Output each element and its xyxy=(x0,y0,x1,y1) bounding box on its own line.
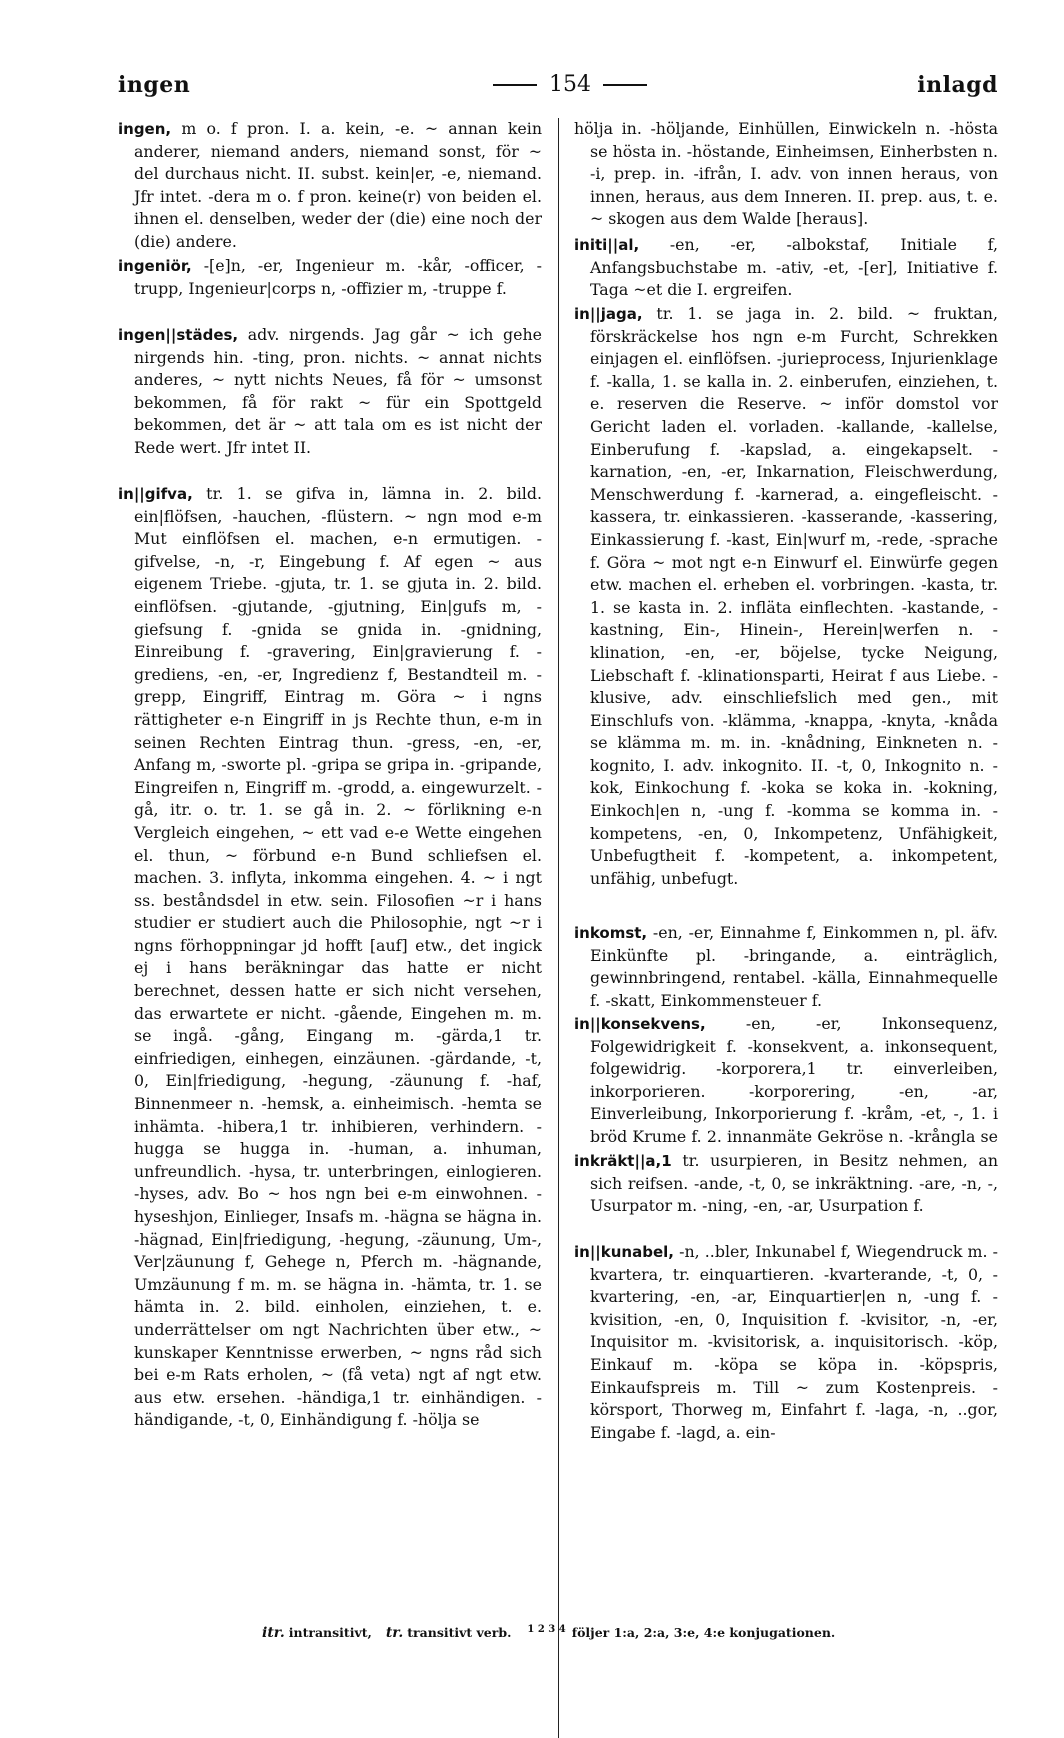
entry-headword: in||kunabel, xyxy=(574,1243,674,1261)
entry-text: -en, -er, Einnahme f, Einkommen n, pl. äfv. Einkünfte pl. -bringande, a. einträglich, gewinnbringend, rentabel. -källa, Einnahmequelle f. -skatt, Einkommensteuer f. xyxy=(590,923,998,1010)
footer-conj-marks: 1 2 3 4 xyxy=(527,1624,566,1635)
footer-abbr-itr: itr. xyxy=(262,1625,285,1642)
dictionary-entry xyxy=(118,483,542,1605)
entry-text: tr. 1. se jaga in. 2. bild. ~ fruktan, förskräckelse hos ngn e-m Furcht, Schrekken einjagen el. einflöfsen. -jurieprocess, Injurienklage f. -kalla, 1. se kalla in. 2. einberufen, einziehen, t. e. reserven die Reserve. ~ inför domstol vor Gericht laden el. vorladen. -kallande, -kallelse, Einberufung f. -kapslad, a. eingekapselt. -karnation, -en, -er, Inkarnation, Fleischwerdung, Menschwerdung f. -karnerad, a. eingefleischt. -kassera, tr. einkassieren. -kasserande, -kassering, Einkassierung f. -kast, Ein|wurf m, -rede, -sprache f. Göra ~ mot ngt e-n Einwurf el. Einwürfe gegen etw. machen el. erheben el. vorbringen. -kasta, tr. 1. se kasta in. 2. infläta einflechten. -kastande, -kastning, Ein-, Hinein-, Herein|werfen n. -klination, -en, -er, böjelse, tycke Neigung, Liebschaft f. -klinationsparti, Heirat f aus Liebe. -klusive, adv. einschliefslich med gen., mit Einschlufs von. -klämma, -knappa, -knyta, -knåda se klämma m. m. in. -knådning, Einkneten n. -kognito, I. adv. inkognito. II. -t, 0, Inkognito n. -kok, Einkochung f. -koka se koka in. -kokning, Einkoch|en n, -ung f. -komma se komma in. -kompetens, -en, 0, Inkompetenz, Unfähigkeit, Unbefugtheit f. -kompetent, a. inkompetent, unfähig, unbefugt. xyxy=(590,304,998,888)
dictionary-entry xyxy=(574,303,998,921)
entry-headword: in||gifva, xyxy=(118,485,193,503)
entry-headword: inkomst, xyxy=(574,924,648,942)
right-running-headword: inlagd xyxy=(917,72,998,98)
left-running-headword: ingen xyxy=(118,72,191,98)
entry-headword: ingen||städes, xyxy=(118,326,239,344)
entry-headword: in||konsekvens, xyxy=(574,1015,706,1033)
dictionary-entry xyxy=(574,234,998,302)
dictionary-entry xyxy=(574,1241,998,1533)
page-number: 154 xyxy=(549,72,591,97)
dictionary-entry xyxy=(118,255,542,323)
entry-headword: inkräkt||a,1 xyxy=(574,1152,672,1170)
right-column xyxy=(571,118,998,1730)
dash-right xyxy=(603,84,647,86)
column-divider xyxy=(558,118,559,1738)
entry-text: m o. f pron. I. a. kein, -e. ~ annan kein anderer, niemand anders, niemand sonst, för ~ del durchaus nicht. II. subst. kein|er, -e, niemand. Jfr intet. -dera m o. f pron. keine(r) von beiden el. ihnen el. denselben, weder der (die) eine noch der (die) andere. xyxy=(134,119,542,251)
footer-abbr-itr-text: intransitivt, xyxy=(288,1625,372,1641)
footer-abbr-tr-text: transitivt verb. xyxy=(407,1625,512,1641)
dictionary-entry xyxy=(574,118,998,233)
dictionary-entry xyxy=(118,324,542,482)
dictionary-entry xyxy=(574,922,998,1012)
dictionary-entry xyxy=(574,1150,998,1240)
entry-headword: initi||al, xyxy=(574,236,640,254)
page-number-wrapper xyxy=(480,72,660,97)
entry-headword: ingen, xyxy=(118,120,172,138)
entry-headword: in||jaga, xyxy=(574,305,643,323)
entry-text: hölja in. -höljande, Einhüllen, Einwickeln n. -hösta se hösta in. -höstande, Einheimsen, Einherbsten n. -i, prep. in. -ifrån, I. adv. von innen heraus, von innen, heraus, aus dem Inneren. II. prep. aus, t. e. ~ skogen aus dem Walde [heraus]. xyxy=(574,119,998,229)
page-footer xyxy=(262,1624,902,1646)
entry-text: adv. nirgends. Jag går ~ ich gehe nirgends hin. -ting, pron. nichts. ~ annat nichts anderes, ~ nytt nichts Neues, få för ~ umsonst bekommen, få för rakt ~ für ein Spottgeld bekommen, det är ~ att tala om es ist nicht der Rede wert. Jfr intet II. xyxy=(134,325,542,457)
entry-text: -en, -er, Inkonsequenz, Folgewidrigkeit f. -konsekvent, a. inkonsequent, folgewidrig. -korporera,1 tr. einverleiben, inkorporieren. -korporering, -en, -ar, Einverleibung, Inkorporierung f. -kråm, -et, -, 1. i bröd Krume f. 2. innanmäte Gekröse n. -krångla se xyxy=(590,1014,998,1146)
dictionary-entry xyxy=(118,118,542,254)
left-column xyxy=(118,118,542,1730)
entry-text: tr. 1. se gifva in, lämna in. 2. bild. ein|flöfsen, -hauchen, -flüstern. ~ ngn mod e-m Mut einflöfsen el. machen, e-n ermutigen. -gifvelse, -n, -r, Eingebung f. Af egen ~ aus eigenem Triebe. -gjuta, tr. 1. se gjuta in. 2. bild. einflöfsen. -gjutande, -gjutning, Ein|gufs m, -giefsung f. -gnida se gnida in. -gnidning, Einreibung f. -gravering, Ein|gravierung f. -grediens, -en, -er, Ingredienz f, Bestandteil m. -grepp, Eingriff, Eintrag m. Göra ~ i ngns rättigheter e-n Eingriff in js Rechte thun, e-m in seinen Rechten Eintrag thun. -gress, -en, -er, Anfang m, -sworte pl. -gripa se gripa in. -gripande, Eingreifen n, Eingriff m. -grodd, a. eingewurzelt. -gå, itr. o. tr. 1. se gå in. 2. ~ förlikning e-n Vergleich eingehen, ~ ett vad e-e Wette eingehen el. thun, ~ förbund e-n Bund schliefsen el. machen. 3. inflyta, inkomma eingehen. 4. ~ i ngt ss. beståndsdel in etw. sein. Filosofien ~r i hans studier er studiert auch die Philosophie, ngt ~r i ngns förhoppningar jd hofft [auf] etw., det ingick ej i hans beräkningar das hatte er nicht berechnet, dessen hatte er sich nicht versehen, das erwartete er nicht. -gående, Eingehen m. m. se ingå. -gång, Eingang m. -gärda,1 tr. einfriedigen, einhegen, einzäunen. -gärdande, -t, 0, Ein|friedigung, -hegung, -zäunung f. -haf, Binnenmeer n. -hemsk, a. einheimisch. -hemta se inhämta. -hibera,1 tr. inhibieren, verhindern. -hugga se hugga in. -human, a. inhuman, unfreundlich. -hysa, tr. unterbringen, einlogieren. -hyses, adv. Bo ~ hos ngn bei e-m einwohnen. -hyseshjon, Einlieger, Insafs m. -hägna se hägna in. -hägnad, Ein|friedigung, -hegung, -zäunung, Um-, Ver|zäunung f, Gehege n, Pferch m. -hägnande, Umzäunung f m. m. se hägna in. -hämta, tr. 1. se hämta in. 2. bild. einholen, einziehen, t. e. underrättelser om ngt Nachrichten über etw., ~ kunskaper Kenntnisse erwerben, ~ ngns råd sich bei e-m Rats erholen, ~ (få veta) ngt af ngt etw. aus etw. ersehen. -händiga,1 tr. einhändigen. -händigande, -t, 0, Einhändigung f. -hölja se xyxy=(134,484,542,1430)
dash-left xyxy=(493,84,537,86)
entry-text: -[e]n, -er, Ingenieur m. -kår, -officer, -trupp, Ingenieur|corps n, -offizier m, -truppe f. xyxy=(134,256,542,298)
entry-text: tr. usurpieren, in Besitz nehmen, an sich reifsen. -ande, -t, 0, se inkräktning. -are, -n, -, Usurpator m. -ning, -en, -ar, Usurpation f. xyxy=(590,1151,998,1216)
footer-conj-text: följer 1:a, 2:a, 3:e, 4:e konjugationen. xyxy=(571,1625,836,1641)
page-header xyxy=(118,72,998,102)
dictionary-entry xyxy=(574,1013,998,1149)
entry-headword: ingeniör, xyxy=(118,257,192,275)
footer-abbr-tr: tr. xyxy=(385,1625,404,1642)
entry-text: -n, ..bler, Inkunabel f, Wiegendruck m. -kvartera, tr. einquartieren. -kvarterande, -t, 0, -kvartering, -en, -ar, Einquartier|en n, -ung f. -kvisition, -en, 0, Inquisition f. -kvisitor, -n, -er, Inquisitor m. -kvisitorisk, a. inquisitorisch. -köp, Einkauf m. -köpa se köpa in. -köpspris, Einkaufspreis m. Till ~ zum Kostenpreis. -körsport, Thorweg m, Einfahrt f. -laga, -n, ..gor, Eingabe f. -lagd, a. ein- xyxy=(590,1242,998,1442)
entry-text: -en, -er, -albokstaf, Initiale f, Anfangsbuchstabe m. -ativ, -et, -[er], Initiative f. Taga ~et die I. ergreifen. xyxy=(590,235,998,300)
